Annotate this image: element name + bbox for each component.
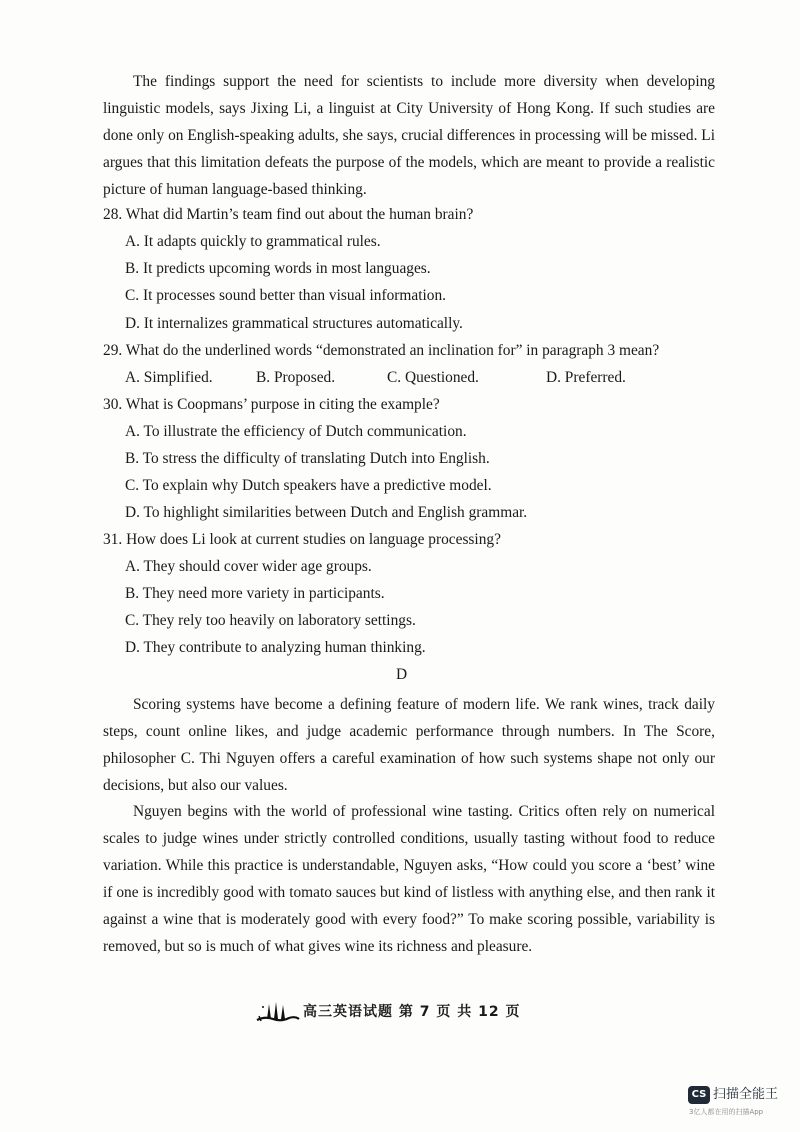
passage-d-paragraph-1	[103, 691, 715, 799]
question-30-option-d[interactable]: D. To highlight similarities between Dutch and English grammar.	[125, 504, 528, 521]
watermark-subtitle: 3亿人都在用的扫描App	[689, 1108, 764, 1116]
page-footer	[255, 998, 520, 1024]
question-28-stem: 28. What did Martin’s team find out about the human brain?	[103, 206, 474, 223]
school-logo-icon	[255, 998, 301, 1024]
question-29-options	[125, 368, 645, 388]
question-31-option-a[interactable]: A. They should cover wider age groups.	[125, 558, 372, 575]
question-30-stem: 30. What is Coopmans’ purpose in citing the example?	[103, 396, 440, 413]
question-29-stem: 29. What do the underlined words “demonstrated an inclination for” in paragraph 3 mean?	[103, 342, 660, 359]
passage-c-final-paragraph	[103, 68, 715, 203]
question-30-option-a[interactable]: A. To illustrate the efficiency of Dutch communication.	[125, 423, 467, 440]
question-31-stem: 31. How does Li look at current studies on language processing?	[103, 531, 501, 548]
question-29-option-b[interactable]: B. Proposed.	[256, 369, 336, 386]
passage-d-paragraph-2	[103, 798, 715, 960]
question-28-option-a[interactable]: A. It adapts quickly to grammatical rules.	[125, 233, 381, 250]
question-31-option-d[interactable]: D. They contribute to analyzing human thinking.	[125, 639, 426, 656]
passage-d-paragraph-2-text: Nguyen begins with the world of professional wine tasting. Critics often rely on numerical scales to judge wines under strictly controlled conditions, usually tasting without food to reduce variation. While this practice is understandable, Nguyen asks, “How could you score a ‘best’ wine if one is incredibly good with tomato sauces but kind of listless with anything else, and then rank it against a wine that is moderately good with every food?” To make scoring possible, variability is removed, but so is much of what gives wine its richness and pleasure.	[103, 803, 715, 955]
question-28-option-b[interactable]: B. It predicts upcoming words in most languages.	[125, 260, 431, 277]
passage-d-paragraph-1-text: Scoring systems have become a defining feature of modern life. We rank wines, track daily steps, count online likes, and judge academic performance through numbers. In The Score, philosopher C. Thi Nguyen offers a careful examination of how such systems shape not only our decisions, but also our values.	[103, 696, 715, 794]
question-31-option-c[interactable]: C. They rely too heavily on laboratory settings.	[125, 612, 416, 629]
question-29-option-d[interactable]: D. Preferred.	[546, 369, 626, 386]
scanner-watermark	[688, 1086, 793, 1126]
question-28-option-d[interactable]: D. It internalizes grammatical structures automatically.	[125, 315, 463, 332]
watermark-title: 扫描全能王	[713, 1087, 779, 1102]
question-30-option-c[interactable]: C. To explain why Dutch speakers have a predictive model.	[125, 477, 492, 494]
question-31-option-b[interactable]: B. They need more variety in participants.	[125, 585, 385, 602]
footer-page-info: 高三英语试题 第 7 页 共 12 页	[303, 1004, 521, 1020]
passage-c-final-paragraph-text: The findings support the need for scientists to include more diversity when developing linguistic models, says Jixing Li, a linguist at City University of Hong Kong. If such studies are done only on English-speaking adults, she says, crucial differences in processing will be missed. Li argues that this limitation defeats the purpose of the models, which are meant to provide a realistic picture of human language-based thinking.	[103, 73, 715, 198]
passage-d-letter: D	[396, 666, 408, 683]
camscanner-logo-icon: CS	[688, 1086, 710, 1104]
question-29-option-a[interactable]: A. Simplified.	[125, 369, 213, 386]
question-30-option-b[interactable]: B. To stress the difficulty of translating Dutch into English.	[125, 450, 490, 467]
question-28-option-c[interactable]: C. It processes sound better than visual information.	[125, 287, 447, 304]
question-29-option-c[interactable]: C. Questioned.	[387, 369, 479, 386]
